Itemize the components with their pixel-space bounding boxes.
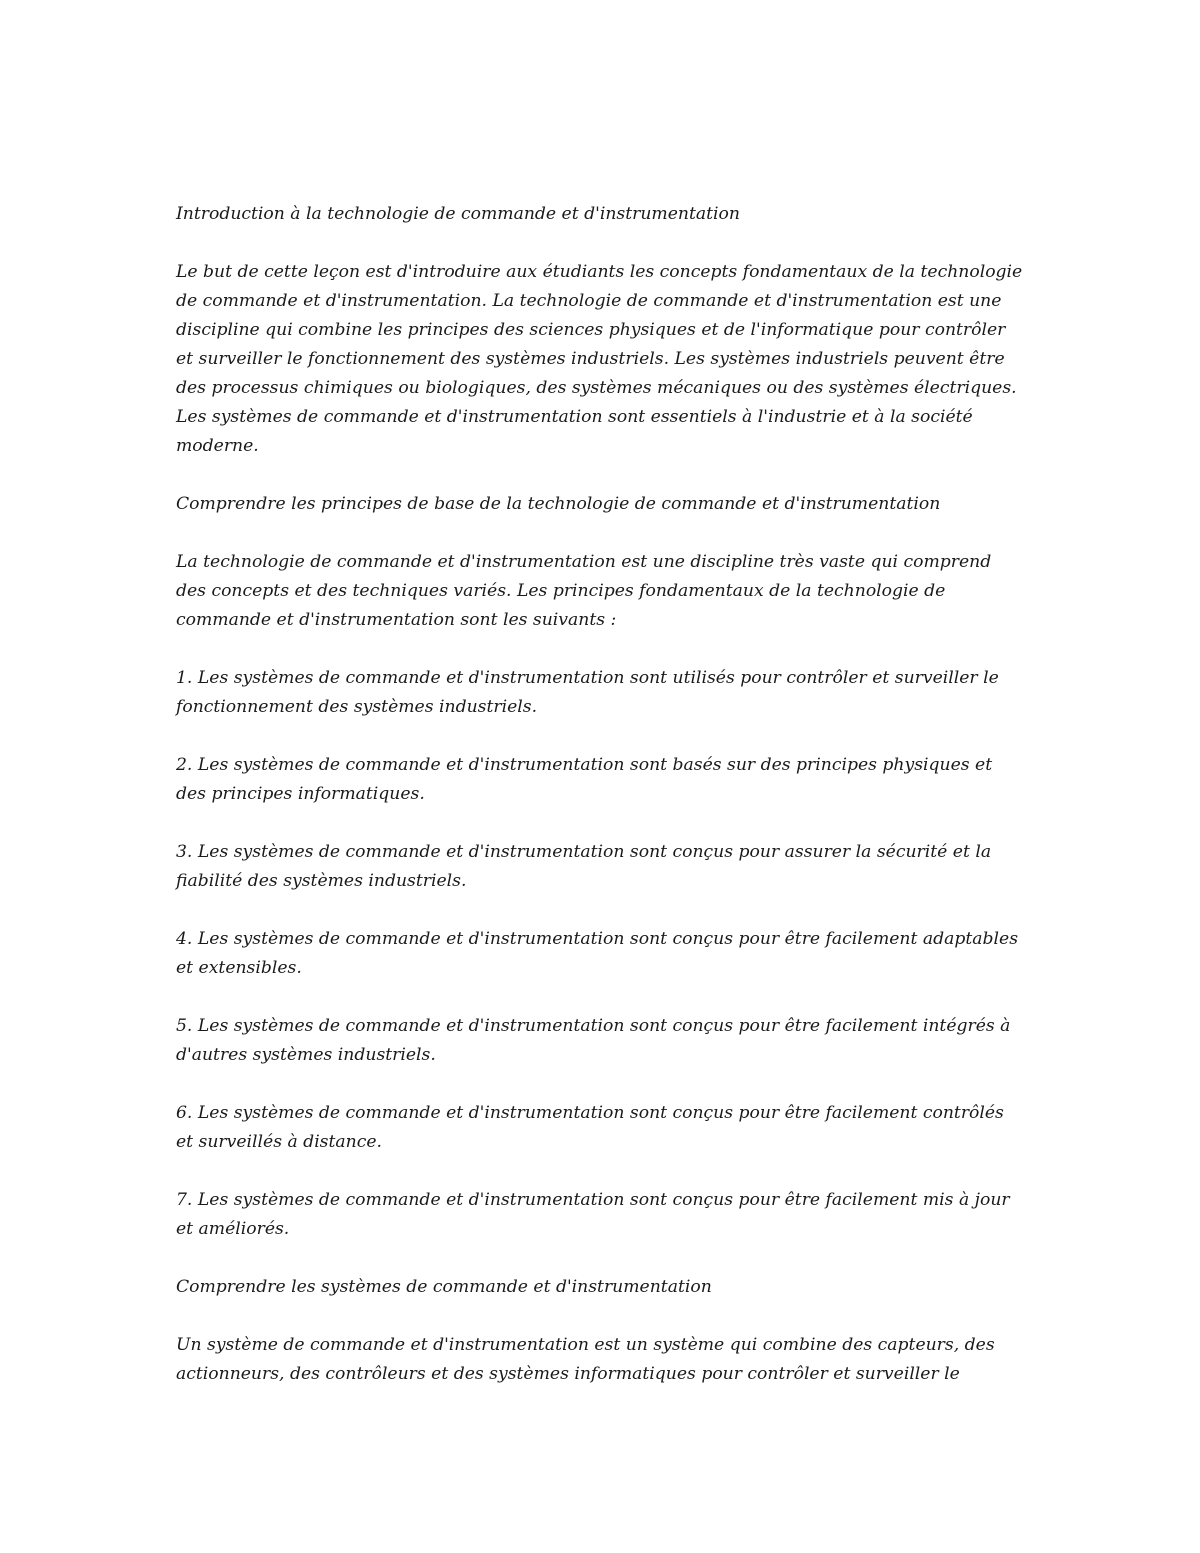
systems-paragraph: Un système de commande et d'instrumentation est un système qui combine des capteurs, des actionneurs, des contrôleurs et des systèmes informatiques pour contrôler et surveiller le xyxy=(176,1335,995,1384)
section-heading-principles: Comprendre les principes de base de la technologie de commande et d'instrumentation xyxy=(176,494,941,514)
document-title: Introduction à la technologie de commande et d'instrumentation xyxy=(176,204,740,224)
intro-paragraph: Le but de cette leçon est d'introduire aux étudiants les concepts fondamentaux de la technologie de commande et d'instrumentation. La technologie de commande et d'instrumentation est une discipline qui combine les principes des sciences physiques et de l'informatique pour contrôler et surveiller le fonctionnement des systèmes industriels. Les systèmes industriels peuvent être des processus chimiques ou biologiques, des systèmes mécaniques ou des systèmes électriques. Les systèmes de commande et d'instrumentation sont essentiels à l'industrie et à la société moderne. xyxy=(176,262,1023,456)
document-page xyxy=(176,200,1026,1389)
principle-item: 1. Les systèmes de commande et d'instrumentation sont utilisés pour contrôler et surveiller le fonctionnement des systèmes industriels. xyxy=(176,668,999,717)
principle-item: 4. Les systèmes de commande et d'instrumentation sont conçus pour être facilement adaptables et extensibles. xyxy=(176,929,1019,978)
principle-item: 7. Les systèmes de commande et d'instrumentation sont conçus pour être facilement mis à jour et améliorés. xyxy=(176,1190,1010,1239)
principle-item: 6. Les systèmes de commande et d'instrumentation sont conçus pour être facilement contrôlés et surveillés à distance. xyxy=(176,1103,1004,1152)
principle-item: 3. Les systèmes de commande et d'instrumentation sont conçus pour assurer la sécurité et la fiabilité des systèmes industriels. xyxy=(176,842,992,891)
principle-item: 5. Les systèmes de commande et d'instrumentation sont conçus pour être facilement intégrés à d'autres systèmes industriels. xyxy=(176,1016,1011,1065)
principle-item: 2. Les systèmes de commande et d'instrumentation sont basés sur des principes physiques et des principes informatiques. xyxy=(176,755,993,804)
principles-intro-paragraph: La technologie de commande et d'instrumentation est une discipline très vaste qui comprend des concepts et des techniques variés. Les principes fondamentaux de la technologie de commande et d'instrumentation sont les suivants : xyxy=(176,552,992,630)
section-heading-systems: Comprendre les systèmes de commande et d'instrumentation xyxy=(176,1277,712,1297)
